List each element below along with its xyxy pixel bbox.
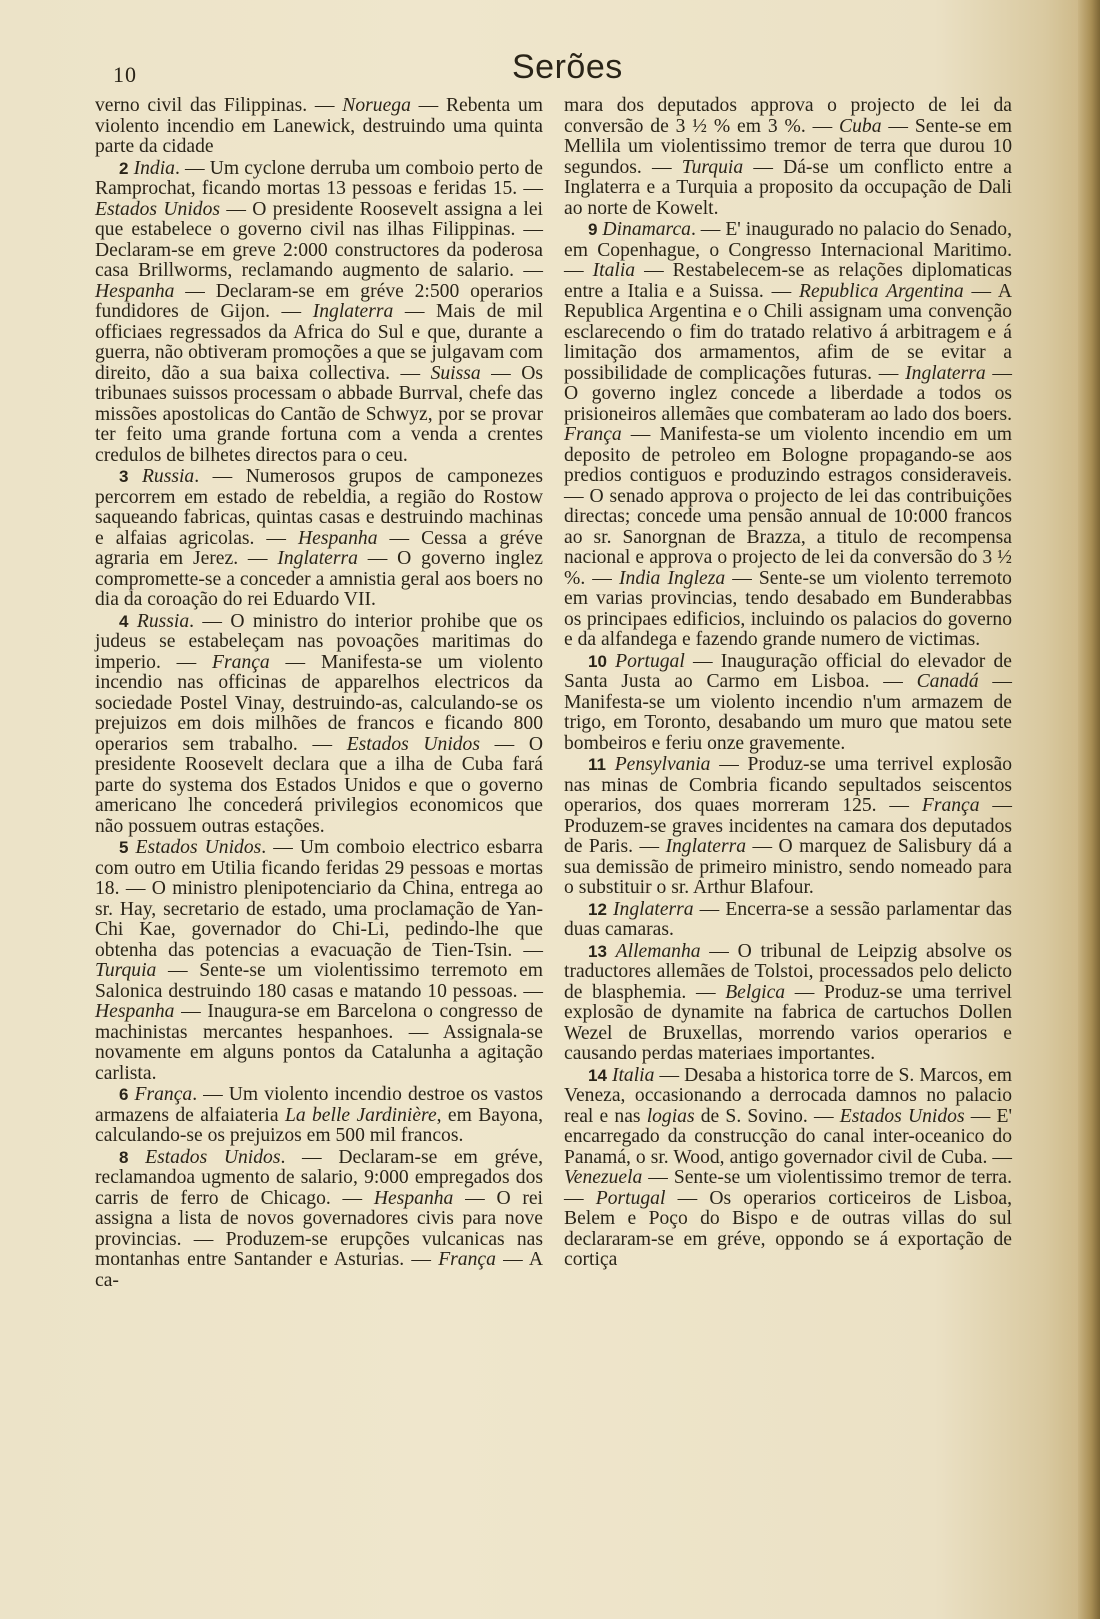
entry-text: — Sente-se um violentissimo tremor de terra. — bbox=[564, 1167, 1012, 1209]
news-entry bbox=[95, 1148, 543, 1292]
entry-text: — Desaba a historica torre de S. Marcos, em Veneza, occasionando a derrocada damnos no palacio real e nas bbox=[564, 1064, 1012, 1127]
entry-day-number: 11 bbox=[588, 755, 606, 774]
place-name: Inglaterra bbox=[613, 898, 694, 920]
entry-text: . — E' inaugurado no palacio do Senado, em Copenhague, o Congresso Internacional Maritimo. — bbox=[564, 219, 1013, 281]
place-name: Hespanha bbox=[95, 280, 175, 302]
entry-text: — A ca- bbox=[95, 1249, 543, 1291]
news-entry-continued bbox=[95, 96, 543, 158]
place-name: França bbox=[438, 1249, 496, 1270]
place-name: Turquia bbox=[681, 156, 744, 178]
place-name: Cuba bbox=[839, 115, 882, 137]
place-name: Inglaterra bbox=[312, 301, 394, 322]
place-name: França bbox=[921, 795, 980, 816]
place-name: Inglaterra bbox=[905, 362, 986, 384]
place-name: Estados Unidos bbox=[839, 1105, 965, 1127]
place-name: Italia bbox=[592, 260, 636, 281]
place-name: França bbox=[134, 1084, 193, 1105]
news-entry bbox=[564, 755, 1012, 899]
entry-day-number: 3 bbox=[119, 467, 129, 486]
place-name: França bbox=[564, 424, 622, 445]
page-edge bbox=[1078, 0, 1100, 1619]
entry-text: — Mais de mil officiaes regressados da Africa do Sul e que, durante a guerra, não obtiveram promoções a que se julgavam com direito, dão a sua baixa collectiva. — bbox=[95, 301, 543, 384]
place-name: França bbox=[212, 651, 270, 673]
entry-day-number: 8 bbox=[119, 1147, 129, 1167]
place-name: Allemanha bbox=[615, 940, 701, 962]
entry-text: — Inaugura-se em Barcelona o congresso de machinistas mercantes hespanhoes. — Assignala-se novamente em alguns pontos da Catalunha a agitação carlista. bbox=[95, 1001, 543, 1084]
place-name: Estados Unidos bbox=[145, 1146, 281, 1168]
news-entry bbox=[95, 838, 543, 1084]
entry-day-number: 6 bbox=[119, 1085, 129, 1104]
entry-text: — O presidente Roosevelt declara que a ilha de Cuba fará parte do systema dos Estados Unidos e que o governo americano lhe concederá privilegios economicos que não possuem outras estações. bbox=[95, 733, 543, 837]
entry-day-number: 13 bbox=[588, 941, 607, 961]
entry-text: — Produz-se uma terrivel explosão de dynamite na fabrica de cartuchos Dollen Wezel de Bruxellas, morrendo varios operarios e causando perdas materiaes importantes. bbox=[564, 981, 1012, 1064]
news-entry bbox=[95, 612, 543, 838]
entry-text: . — Um violento incendio destroe os vastos armazens de alfaiateria bbox=[95, 1084, 544, 1126]
place-name: Belgica bbox=[725, 981, 786, 1003]
place-name: Hespanha bbox=[95, 1001, 175, 1022]
news-entry bbox=[564, 652, 1012, 755]
entry-text: — Os tribunaes suissos processam o abbade Burrval, chefe das missões apostolicas do Cantão de Schwyz, por se provar ter feito uma grande fortuna com a venda a crentes credulos de bilhetes directos para o ceu. bbox=[95, 362, 543, 466]
entry-text: — Restabelecem-se as relações diplomaticas entre a Italia e a Suissa. — bbox=[564, 260, 1012, 302]
entry-text: . — Um cyclone derruba um comboio perto de Ramprochat, ficando mortas 13 pessoas e feridas 15. — bbox=[95, 157, 544, 199]
entry-day-number: 4 bbox=[119, 611, 129, 631]
place-name: India bbox=[133, 157, 175, 179]
place-name: Estados Unidos bbox=[346, 733, 480, 755]
place-name: logias bbox=[646, 1105, 695, 1127]
entry-day-number: 10 bbox=[588, 651, 607, 671]
news-entry bbox=[564, 220, 1012, 651]
entry-text: — Cessa a gréve agraria em Jerez. — bbox=[95, 527, 543, 569]
place-name: Hespanha bbox=[298, 527, 378, 549]
page-header-title: Serões bbox=[512, 48, 623, 86]
place-name: Hespanha bbox=[373, 1187, 454, 1209]
news-entry-continued bbox=[564, 96, 1012, 219]
entry-text: — Sente-se em Mellila um violentissimo tremor de terra que durou 10 segundos. — bbox=[564, 115, 1012, 178]
place-name: Venezuela bbox=[564, 1167, 643, 1188]
right-column bbox=[564, 96, 1012, 1271]
entry-day-number: 14 bbox=[588, 1065, 607, 1085]
entry-text: — Encerra-se a sessão parlamentar das duas camaras. bbox=[564, 898, 1012, 940]
entry-text: . — Declaram-se em gréve, reclamandoa ugmento de salario, 9:000 empregados dos carris de ferro de Chicago. — bbox=[95, 1146, 543, 1209]
entry-text: — Manifesta-se um violento incendio n'um armazem de trigo, em Toronto, desabando um muro que matou sete bombeiros e feriu onze gravemente. bbox=[564, 671, 1012, 754]
entry-text: — O rei assigna a lista de novos governadores civis para nove provincias. — Produzem-se erupções vulcanicas nas montanhas entre Santander e Asturias. — bbox=[95, 1187, 544, 1270]
entry-text: — O tribunal de Leipzig absolve os traductores allemães de Tolstoi, processados pelo delicto de blasphemia. — bbox=[564, 940, 1012, 1003]
entry-text: — Sente-se um violento terremoto em varias provincias, tendo desabado em Bunderabbas os principaes edificios, incluindo os palacios do governo e da alfandega e fazendo grande numero de victimas. bbox=[564, 567, 1012, 650]
place-name: Russia bbox=[141, 466, 195, 487]
page-number: 10 bbox=[113, 62, 137, 87]
left-column bbox=[95, 96, 543, 1291]
news-entry bbox=[95, 1085, 543, 1147]
entry-text: mara dos deputados approva o projecto de lei da conversão de 3 ½ % em 3 %. — bbox=[564, 95, 1012, 137]
place-name: Inglaterra bbox=[277, 548, 358, 569]
place-name: Italia bbox=[611, 1064, 655, 1086]
entry-text: — A Republica Argentina e o Chili assignam uma convenção esclarecendo o fim do tratado relativo á arbitragem e á limitação dos armamentos, afim de se evitar a possibilidade de complicações futuras. — bbox=[564, 280, 1012, 384]
news-entry bbox=[564, 900, 1012, 941]
entry-text: — Produz-se uma terrivel explosão nas minas de Combria ficando sepultados seiscentos operarios, dos quaes morreram 125. — bbox=[564, 754, 1012, 816]
entry-text: — O governo inglez compromette-se a conceder a amnistia geral aos boers no dia da coroação do rei Eduardo VII. bbox=[95, 548, 543, 610]
place-name: Estados Unidos bbox=[135, 837, 262, 858]
place-name: Noruega bbox=[342, 95, 411, 116]
entry-text: . — Um comboio electrico esbarra com outro em Utilia ficando feridas 29 pessoas e mortas 18. — O ministro plenipotenciario da China, entrega ao sr. Hay, secretario de estado, uma proclamação de Yan-Chi Kae, governador do Chi-Li, pedindo-lhe que obtenha das potencias a evacuação de Tien-Tsin. — bbox=[95, 837, 544, 961]
news-entry bbox=[564, 1066, 1012, 1271]
place-name: Portugal bbox=[615, 650, 685, 672]
place-name: Dinamarca bbox=[602, 219, 691, 240]
entry-day-number: 5 bbox=[119, 838, 129, 857]
place-name: Republica Argentina bbox=[799, 280, 964, 302]
place-name: Estados Unidos bbox=[95, 198, 221, 220]
place-name: La belle Jardinière bbox=[284, 1104, 437, 1126]
place-name: Inglaterra bbox=[665, 836, 747, 857]
entry-text: — E' encarregado da construcção do canal inter-oceanico do Panamá, o sr. Wood, antigo governador civil de Cuba. — bbox=[564, 1105, 1013, 1168]
entry-text: — Declaram-se em gréve 2:500 operarios fundidores de Gijon. — bbox=[95, 280, 543, 322]
entry-text: . — Numerosos grupos de camponezes percorrem em estado de rebeldia, a região do Rostow saqueando fabricas, quintas casas e destruindo machinas e alfaias agricolas. — bbox=[95, 466, 543, 549]
entry-text: , em Bayona, calculando-se os prejuizos em 500 mil francos. bbox=[95, 1104, 543, 1146]
entry-text: — Inauguração official do elevador de Santa Justa ao Carmo em Lisboa. — bbox=[564, 650, 1013, 692]
entry-text: — Manifesta-se um violento incendio em um deposito de petroleo em Bologne propagando-se aos predios contiguos e produzindo estragos consideraveis. — O senado approva o projecto de lei das contribuições directas; concede uma pensão annual de 10:000 francos ao sr. Sanorgnan de Brazza, a titulo de recompensa nacional e approva o projecto de lei da conversão do 3 ½ %. — bbox=[564, 424, 1012, 589]
place-name: India Ingleza bbox=[619, 567, 726, 589]
entry-text: — Dá-se um conflicto entre a Inglaterra e a Turquia a proposito da occupação de Dali ao norte de Kowelt. bbox=[564, 156, 1012, 219]
place-name: Canadá bbox=[916, 671, 979, 692]
place-name: Portugal bbox=[595, 1187, 666, 1209]
entry-text: de S. Sovino. — bbox=[694, 1105, 840, 1127]
entry-text: — Os operarios corticeiros de Lisboa, Belem e Poço do Bispo e de outras villas do sul declararam-se em gréve, oppondo se á exportação de cortiça bbox=[564, 1187, 1012, 1270]
entry-text: — Sente-se um violentissimo terremoto em Salonica destruindo 180 casas e matando 10 pessoas. — bbox=[95, 960, 543, 1002]
entry-text: — O marquez de Salisbury dá a sua demissão de primeiro ministro, sendo nomeado para o substituir o sr. Arthur Blafour. bbox=[564, 836, 1012, 898]
entry-day-number: 9 bbox=[588, 220, 598, 239]
entry-text: — O governo inglez concede a liberdade a todos os prisioneiros allemães que combateram ao lado dos boers. bbox=[564, 362, 1013, 425]
entry-day-number: 12 bbox=[588, 899, 607, 919]
entry-text: . — O ministro do interior prohibe que os judeus se estabeleçam nas povoações maritimas do imperio. — bbox=[95, 610, 543, 673]
entry-day-number: 2 bbox=[119, 158, 129, 178]
entry-text: — Manifesta-se um violento incendio nas officinas de apparelhos electricos da sociedade Postel Vinay, destruindo-as, calculando-se os prejuizos em dois milhões de francos e ficando 800 operarios sem trabalho. — bbox=[95, 651, 543, 755]
news-entry bbox=[95, 467, 543, 611]
entry-text: — O presidente Roosevelt assigna a lei que estabelece o governo civil nas ilhas Filippinas. — Declaram-se em greve 2:000 constructores da poderosa casa Brillworms, reclamando augmento de salario. — bbox=[95, 198, 543, 281]
place-name: Pensylvania bbox=[614, 754, 711, 775]
place-name: Russia bbox=[136, 610, 190, 632]
news-entry bbox=[95, 159, 543, 467]
news-entry bbox=[564, 942, 1012, 1065]
entry-text: — Produzem-se graves incidentes na camara dos deputados de Paris. — bbox=[564, 795, 1012, 857]
entry-text: verno civil das Filippinas. — bbox=[95, 95, 343, 116]
place-name: Suissa bbox=[430, 362, 481, 384]
place-name: Turquia bbox=[95, 960, 157, 981]
entry-text: — Rebenta um violento incendio em Lanewick, destruindo uma quinta parte da cidade bbox=[95, 95, 543, 157]
